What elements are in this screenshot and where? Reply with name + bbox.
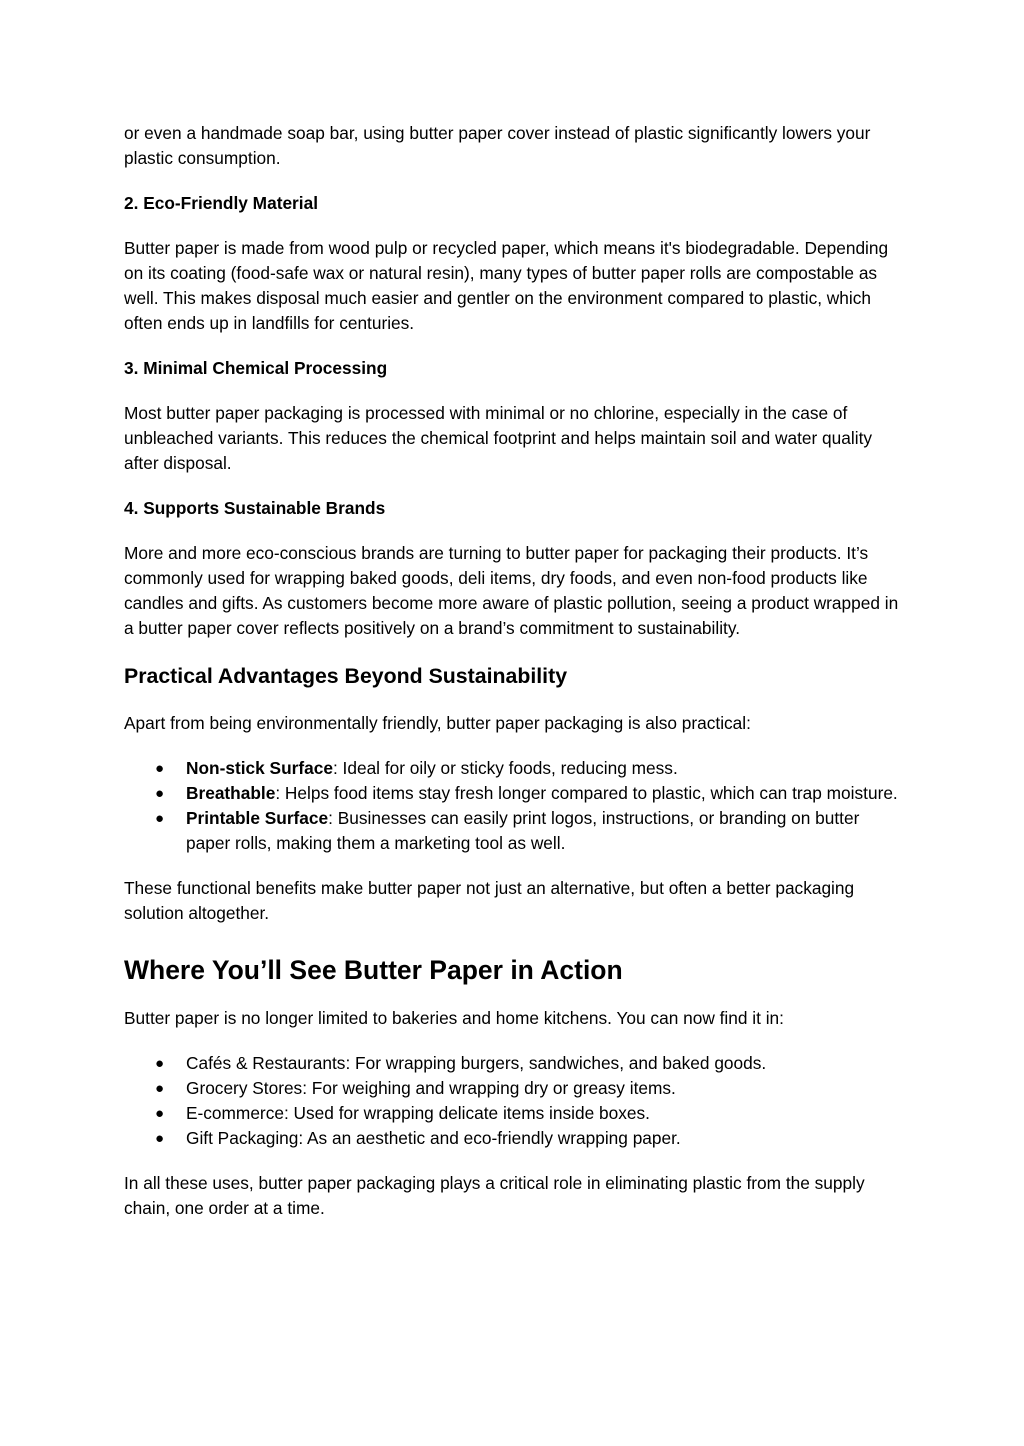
list-item-text: : Ideal for oily or sticky foods, reducing mess.	[332, 758, 678, 778]
practical-advantages-intro: Apart from being environmentally friendly, butter paper packaging is also practical:	[124, 713, 751, 733]
bullet-icon: ●	[155, 1080, 165, 1097]
list-item	[124, 1101, 904, 1126]
list-item-text: : Helps food items stay fresh longer compared to plastic, which can trap moisture.	[275, 783, 898, 803]
list-item	[124, 781, 904, 806]
bullet-icon: ●	[155, 1105, 165, 1122]
practical-advantages-heading: Practical Advantages Beyond Sustainability	[124, 664, 568, 688]
benefit-heading-minimal-chemical: 3. Minimal Chemical Processing	[124, 358, 388, 378]
bullet-icon: ●	[155, 810, 165, 827]
list-item	[124, 1126, 904, 1151]
benefit-heading-eco-friendly: 2. Eco-Friendly Material	[124, 193, 318, 213]
list-item	[124, 756, 904, 781]
bullet-icon: ●	[155, 1130, 165, 1147]
practical-advantages-list	[124, 756, 904, 856]
benefit-body-minimal-chemical: Most butter paper packaging is processed with minimal or no chlorine, especially in the case of unbleached variants. This reduces the chemical footprint and helps maintain soil and water quality after disposal.	[124, 403, 873, 473]
list-item	[124, 1076, 904, 1101]
action-section-intro: Butter paper is no longer limited to bakeries and home kitchens. You can now find it in:	[124, 1008, 784, 1028]
action-uses-list	[124, 1051, 904, 1151]
action-section-conclusion: In all these uses, butter paper packaging plays a critical role in eliminating plastic from the supply chain, one order at a time.	[124, 1173, 865, 1218]
benefit-body-eco-friendly: Butter paper is made from wood pulp or recycled paper, which means it's biodegradable. Depending on its coating (food-safe wax or natural resin), many types of butter paper rolls are compostable as well. This makes disposal much easier and gentler on the environment compared to plastic, which often ends up in landfills for centuries.	[124, 238, 889, 333]
list-item	[124, 1051, 904, 1076]
bullet-icon: ●	[155, 785, 165, 802]
list-item-text: E-commerce: Used for wrapping delicate items inside boxes.	[186, 1103, 650, 1123]
benefit-body-sustainable-brands: More and more eco-conscious brands are turning to butter paper for packaging their products. It’s commonly used for wrapping baked goods, deli items, dry foods, and even non-food products like candles and gifts. As customers become more aware of plastic pollution, seeing a product wrapped in a butter paper cover reflects positively on a brand’s commitment to sustainability.	[124, 543, 899, 638]
benefit-heading-sustainable-brands: 4. Supports Sustainable Brands	[124, 498, 386, 518]
list-item	[124, 806, 904, 856]
action-section-heading: Where You’ll See Butter Paper in Action	[124, 955, 623, 985]
list-item-text: Gift Packaging: As an aesthetic and eco-friendly wrapping paper.	[186, 1128, 681, 1148]
list-item-term: Non-stick Surface	[186, 758, 333, 778]
list-item-term: Printable Surface	[186, 808, 329, 828]
practical-advantages-conclusion: These functional benefits make butter paper not just an alternative, but often a better packaging solution altogether.	[124, 878, 855, 923]
list-item-text: Cafés & Restaurants: For wrapping burgers, sandwiches, and baked goods.	[186, 1053, 767, 1073]
list-item-text: Grocery Stores: For weighing and wrapping dry or greasy items.	[186, 1078, 676, 1098]
list-item-text: : Businesses can easily print logos, instructions, or branding on butter paper rolls, making them a marketing tool as well.	[186, 808, 860, 853]
document-page	[124, 121, 904, 1221]
intro-continuation-paragraph: or even a handmade soap bar, using butter paper cover instead of plastic significantly lowers your plastic consumption.	[124, 123, 871, 168]
bullet-icon: ●	[155, 760, 165, 777]
list-item-term: Breathable	[186, 783, 276, 803]
bullet-icon: ●	[155, 1055, 165, 1072]
